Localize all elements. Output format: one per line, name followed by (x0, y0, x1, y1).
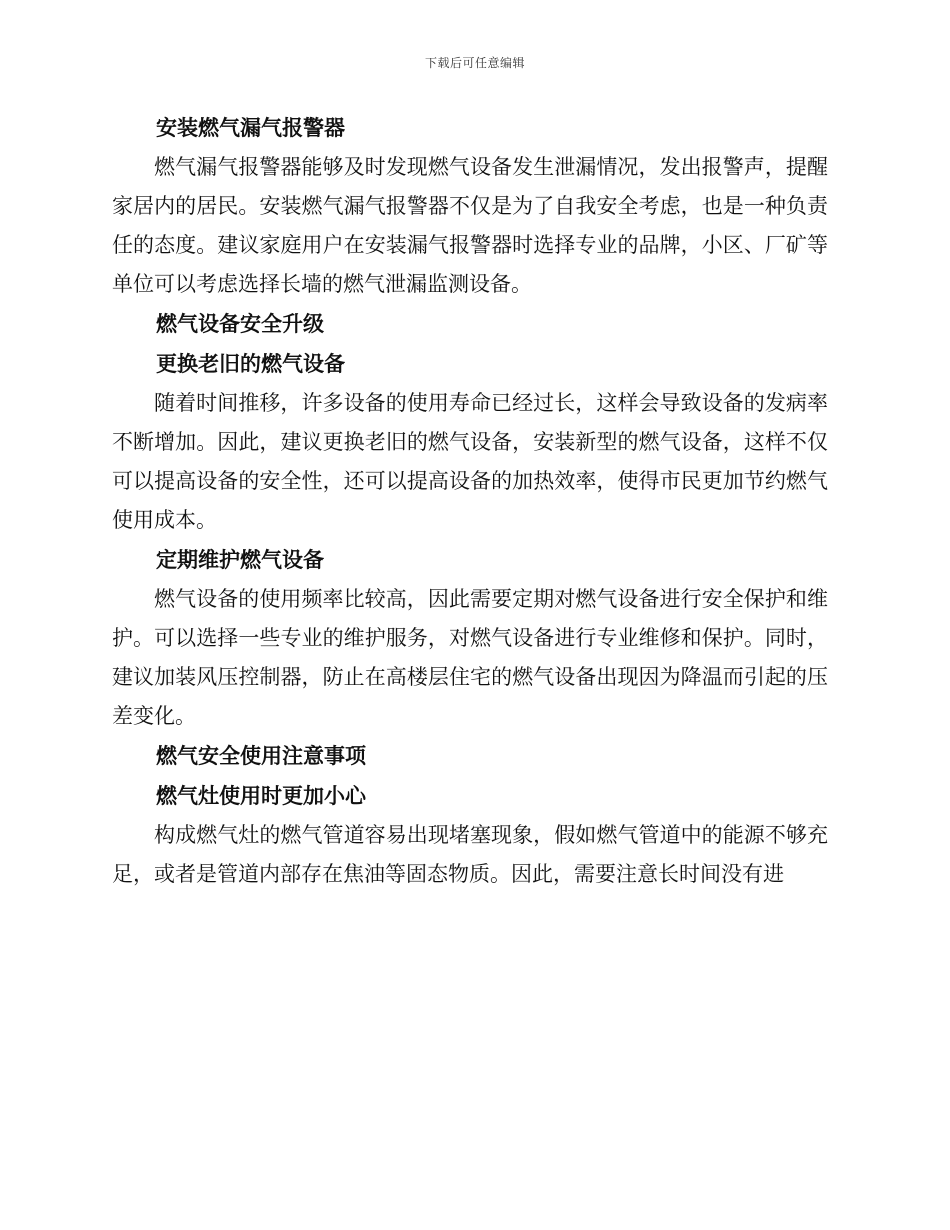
section-heading-replace-old-equipment: 更换老旧的燃气设备 (156, 351, 345, 376)
paragraph-replace-old-equipment: 随着时间推移，许多设备的使用寿命已经过长，这样会导致设备的发病率不断增加。因此，建议更换老旧的燃气设备，安装新型的燃气设备，这样不仅可以提高设备的安全性，还可以提高设备的加热效率，使得市民更加节约燃气使用成本。 (112, 391, 828, 532)
section-heading-stove-caution: 燃气灶使用时更加小心 (156, 783, 366, 808)
section-heading-equipment-upgrade: 燃气设备安全升级 (156, 311, 324, 336)
section-heading-safety-notes: 燃气安全使用注意事项 (156, 743, 366, 768)
paragraph-stove-caution: 构成燃气灶的燃气管道容易出现堵塞现象，假如燃气管道中的能源不够充足，或者是管道内部存在焦油等固态物质。因此，需要注意长时间没有进 (112, 823, 828, 886)
section-heading-regular-maintenance: 定期维护燃气设备 (156, 547, 324, 572)
section-heading-gas-alarm: 安装燃气漏气报警器 (156, 115, 345, 140)
document-body (112, 108, 828, 894)
page-header-note: 下载后可任意编辑 (424, 56, 525, 70)
paragraph-gas-alarm: 燃气漏气报警器能够及时发现燃气设备发生泄漏情况，发出报警声，提醒家居内的居民。安装燃气漏气报警器不仅是为了自我安全考虑，也是一种负责任的态度。建议家庭用户在安装漏气报警器时选择专业的品牌，小区、厂矿等单位可以考虑选择长墙的燃气泄漏监测设备。 (112, 155, 828, 296)
paragraph-regular-maintenance: 燃气设备的使用频率比较高，因此需要定期对燃气设备进行安全保护和维护。可以选择一些专业的维护服务，对燃气设备进行专业维修和保护。同时，建议加装风压控制器，防止在高楼层住宅的燃气设备出现因为降温而引起的压差变化。 (112, 587, 828, 728)
